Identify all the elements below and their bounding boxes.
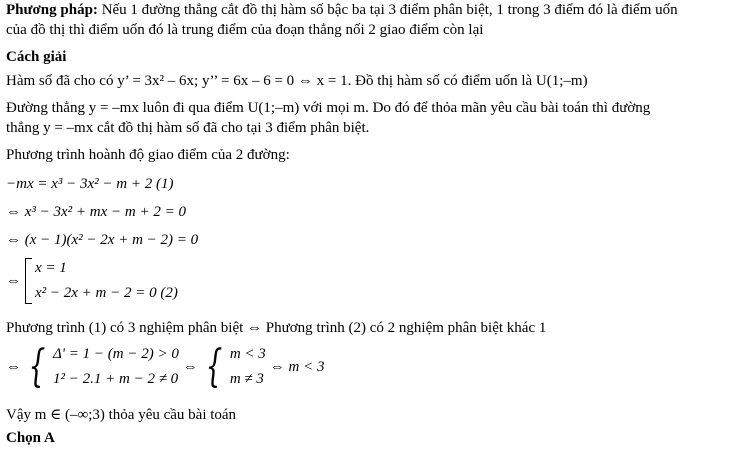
method-line-1 (6, 2, 678, 19)
equation-4-system (6, 258, 178, 304)
conclusion-line: Vậy m ∈ (–∞;3) thỏa yêu cầu bài toán (6, 407, 237, 423)
answer-line: Chọn A (6, 430, 55, 446)
condition-system (6, 341, 325, 392)
system-mid: ⇔ (182, 358, 198, 375)
equation-2: ⇔ x³ − 3x² + mx − m + 2 = 0 (6, 204, 186, 220)
system-1-stack (53, 344, 179, 390)
line-through-1: Đường thẳng y = –mx luôn đi qua điểm U(1;–m) với mọi m. Do đó để thỏa mãn yêu cầu bài toán thì đường (6, 100, 651, 116)
line-through-2: thẳng y = –mx cắt đồ thị hàm số đã cho tại 3 điểm phân biệt. (6, 120, 370, 136)
condition-line: Phương trình (1) có 3 nghiệm phân biệt ⇔ Phương trình (2) có 2 nghiệm phân biệt khác 1 (6, 320, 547, 336)
derivative-line: Hàm số đã cho có y’ = 3x² – 6x; y’’ = 6x – 6 = 0 ⇔ x = 1. Đồ thị hàm số có điểm uốn là U(1;–m) (6, 73, 588, 89)
method-text-1: Nếu 1 đường thẳng cắt đồ thị hàm số bậc ba tại 3 điểm phân biệt, 1 trong 3 điểm đó là điểm uốn (101, 2, 678, 18)
system-2-bottom: m ≠ 3 (229, 371, 264, 387)
system-1-top: Δ' = 1 − (m − 2) > 0 (53, 346, 179, 362)
method-line-2: của đồ thị thì điểm uốn đó là trung điểm của đoạn thẳng nối 2 giao điểm còn lại (6, 22, 484, 38)
equation-4-stack (35, 258, 178, 304)
system-prefix: ⇔ (6, 358, 21, 375)
equation-1: −mx = x³ − 3x² − m + 2 (1) (6, 176, 174, 192)
system-2-top: m < 3 (229, 346, 266, 362)
system-end: ⇔ m < 3 (269, 358, 325, 375)
left-brace-1: { (28, 341, 46, 392)
equation-3: ⇔ (x − 1)(x² − 2x + m − 2) = 0 (6, 232, 199, 248)
method-label: Phương pháp: (6, 2, 98, 18)
equation-4-top: x = 1 (35, 260, 67, 276)
left-brace-2: { (205, 341, 223, 392)
system-1-bottom: 1² − 2.1 + m − 2 ≠ 0 (53, 371, 179, 387)
square-bracket (25, 258, 32, 304)
solution-heading: Cách giải (6, 49, 67, 65)
intersection-eq-label: Phương trình hoành độ giao điểm của 2 đường: (6, 147, 290, 163)
system-2-stack (230, 344, 266, 390)
equation-4-prefix: ⇔ (6, 272, 21, 289)
equation-4-bottom: x² − 2x + m − 2 = 0 (2) (35, 285, 178, 301)
